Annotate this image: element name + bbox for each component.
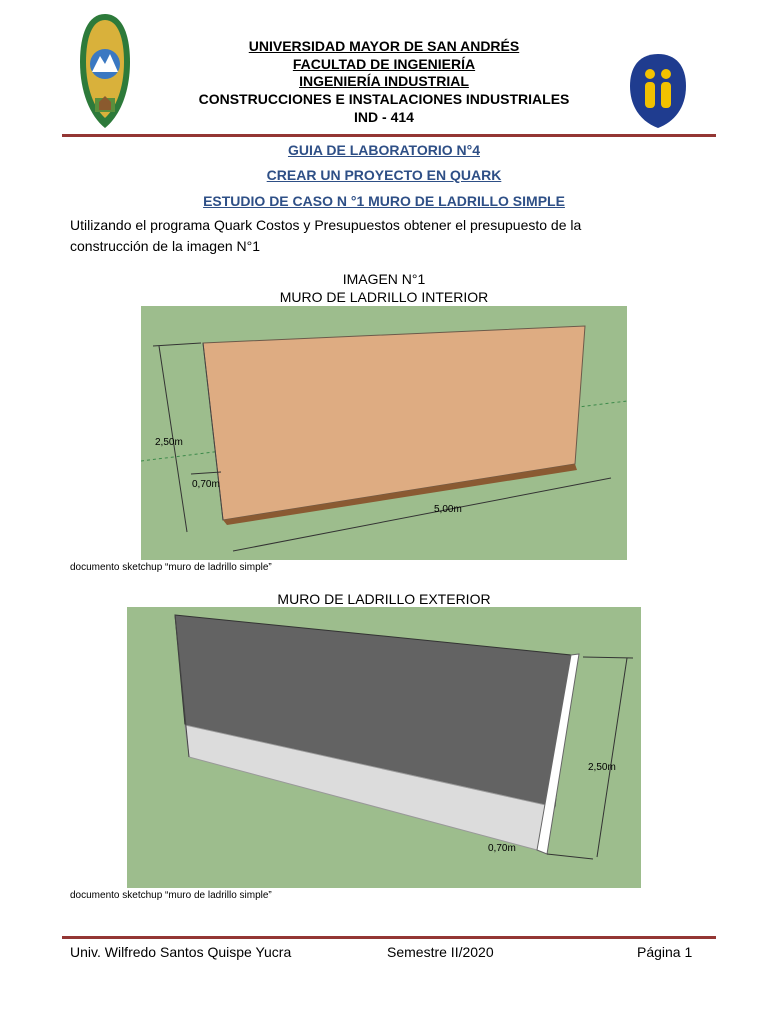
project-title: CREAR UN PROYECTO EN QUARK — [266, 167, 502, 183]
interior-thickness-dimension: 0,70m — [192, 479, 220, 490]
exterior-wall-figure — [127, 607, 641, 888]
university-name: UNIVERSIDAD MAYOR DE SAN ANDRÉS — [248, 38, 520, 54]
image1-caption: documento sketchup “muro de ladrillo simple” — [70, 562, 272, 573]
case-study-title: ESTUDIO DE CASO N °1 MURO DE LADRILLO SIMPLE — [203, 193, 565, 209]
exterior-thickness-dimension: 0,70m — [488, 843, 516, 854]
footer-rule — [62, 936, 716, 939]
career-name: INGENIERÍA INDUSTRIAL — [299, 73, 469, 89]
image2-caption: documento sketchup “muro de ladrillo simple” — [70, 890, 272, 901]
lab-guide-title: GUIA DE LABORATORIO N°4 — [287, 142, 480, 158]
image1-label: IMAGEN N°1 — [342, 271, 426, 287]
exterior-height-dimension: 2,50m — [588, 762, 616, 773]
footer-page-number: Página 1 — [637, 944, 693, 960]
image2-title: MURO DE LADRILLO EXTERIOR — [277, 591, 491, 607]
footer-author: Univ. Wilfredo Santos Quispe Yucra — [70, 944, 292, 960]
course-name: CONSTRUCCIONES E INSTALACIONES INDUSTRIALES — [198, 91, 570, 107]
faculty-name: FACULTAD DE INGENIERÍA — [292, 56, 476, 72]
interior-length-dimension: 5,00m — [434, 504, 462, 515]
header-rule — [62, 134, 716, 137]
course-code: IND - 414 — [354, 109, 414, 125]
footer-semester: Semestre II/2020 — [387, 944, 494, 960]
interior-wall-figure — [141, 306, 627, 560]
intro-paragraph: Utilizando el programa Quark Costos y Presupuestos obtener el presupuesto de la construcción de la imagen N°1 — [70, 217, 582, 254]
image1-title: MURO DE LADRILLO INTERIOR — [279, 289, 489, 305]
interior-height-dimension: 2,50m — [155, 437, 183, 448]
